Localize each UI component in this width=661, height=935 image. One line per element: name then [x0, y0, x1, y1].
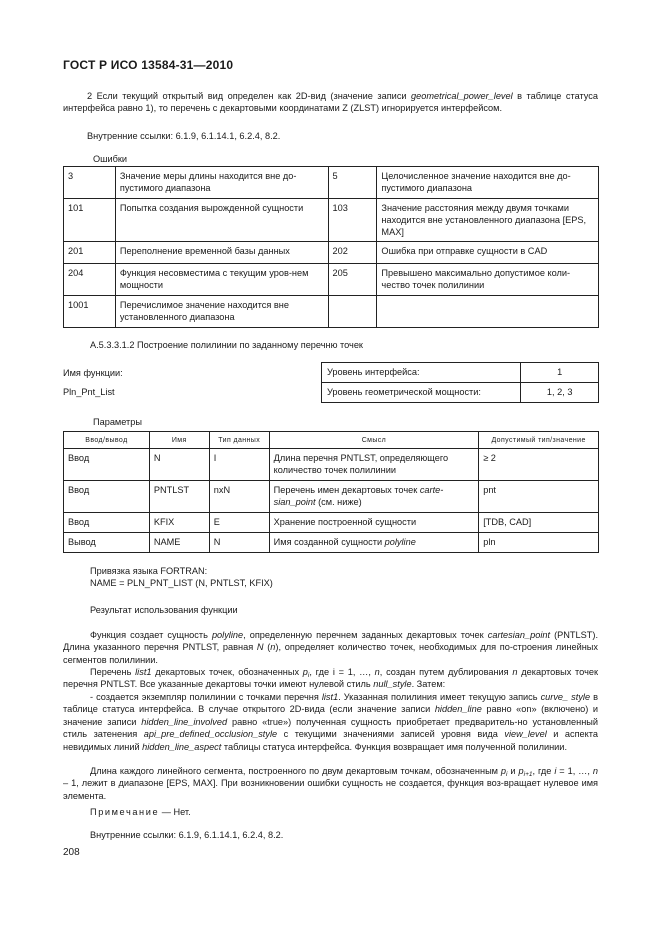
interface-level-value: 1 — [521, 363, 599, 383]
interface-level-label: Уровень интерфейса: — [322, 363, 521, 383]
error-code: 101 — [64, 199, 116, 242]
body-text: , создан путем дублирования — [379, 667, 513, 677]
param-io: Ввод — [64, 449, 150, 481]
body-text: декартовых точек перечня PNTLST. Все указанные декартовы точки имеют нулевой стиль — [63, 667, 598, 690]
param-io: Ввод — [64, 513, 150, 533]
body-paragraph-2 — [63, 666, 598, 691]
geom-power-label: Уровень геометрической мощности: — [322, 383, 521, 403]
param-name: NAME — [149, 533, 209, 553]
body-term: curve_ style — [540, 692, 591, 702]
body-text: ), определяет количество точек, необходимых для по-строения линейных сегментов полилинии. — [63, 642, 598, 665]
error-desc: Значение расстояния между двумя точками находится вне установленного диапазона [EPS, MAX] — [377, 199, 599, 242]
param-allowed: pnt — [479, 481, 599, 513]
body-text: - создается экземпляр полилинии с точками перечня — [90, 692, 322, 702]
table-header-row — [64, 432, 599, 449]
param-meaning-term: polyline — [384, 537, 416, 547]
param-meaning-term: carte-sian_point — [273, 485, 444, 507]
body-term: api_pre_defined_occlusion_style — [143, 729, 278, 740]
table-row — [64, 242, 599, 264]
error-desc: Ошибка при отправке сущности в CAD — [377, 242, 599, 264]
error-desc: Значение меры длины находится вне до-пустимого диапазона — [115, 167, 328, 199]
table-row — [64, 199, 599, 242]
note — [90, 806, 191, 818]
body-text: и — [507, 766, 519, 776]
param-meaning — [269, 533, 479, 553]
body-subscript: i+1 — [523, 771, 533, 778]
body-text: равно «on» (включено) и значение записи — [63, 704, 599, 727]
body-term: n — [374, 667, 380, 677]
error-code: 201 — [64, 242, 116, 264]
param-meaning-text: Имя созданной сущности — [273, 537, 385, 547]
table-row — [64, 533, 599, 553]
body-text: Перечень — [90, 667, 136, 677]
note-2-text-a: 2 Если текущий открытый вид определен как 2D-вид (значение записи — [87, 91, 412, 101]
body-term: p — [518, 766, 524, 776]
body-text: с текущими значениями записей уровня вида — [277, 729, 505, 740]
table-row — [64, 264, 599, 296]
note-2-term: geometrical_power_level — [411, 91, 513, 101]
body-term: view_level — [504, 729, 547, 740]
table-row — [64, 167, 599, 199]
body-text: декартовых точек, обозначенных — [151, 667, 303, 677]
error-code: 5 — [328, 167, 377, 199]
body-text: – 1, лежит в диапазоне [EPS, MAX]. При возникновении ошибки сущность не создается, функция воз-вращает нулевое имя элемента. — [63, 778, 598, 801]
body-text: . Затем: — [411, 679, 446, 690]
body-term: hidden_line_involved — [141, 716, 228, 727]
param-allowed: [TDB, CAD] — [479, 513, 599, 533]
param-io: Ввод — [64, 481, 150, 513]
error-desc: Попытка создания вырожденной сущности — [115, 199, 328, 242]
body-text: = 1, …, — [556, 766, 593, 776]
errors-table — [63, 166, 599, 328]
error-desc: Перечислимое значение находится вне установленного диапазона — [115, 296, 328, 328]
param-meaning-text: (см. ниже) — [315, 497, 362, 507]
body-term: n — [270, 642, 276, 653]
error-desc: Превышено максимально допустимое коли-чество точек полилинии — [377, 264, 599, 296]
geom-power-value: 1, 2, 3 — [521, 383, 599, 403]
param-type: E — [209, 513, 269, 533]
body-text: , определенную перечнем заданных декартовых точек — [243, 630, 488, 640]
params-caption: Параметры — [93, 417, 142, 427]
body-text: Длина каждого линейного сегмента, построенного по двум декартовым точкам, обозначенным — [90, 766, 501, 776]
error-desc: Функция несовместима с текущим уров-нем мощности — [115, 264, 328, 296]
section-heading: А.5.3.3.1.2 Построение полилинии по заданному перечню точек — [90, 340, 363, 350]
error-code — [328, 296, 377, 328]
params-table — [63, 431, 599, 553]
result-heading: Результат использования функции — [90, 605, 238, 615]
function-name-value: Pln_Pnt_List — [63, 387, 115, 397]
error-code: 204 — [64, 264, 116, 296]
body-subscript: i — [307, 672, 310, 679]
param-name: PNTLST — [149, 481, 209, 513]
fortran-label: Привязка языка FORTRAN: — [90, 566, 208, 576]
body-term: hidden_line — [434, 704, 482, 715]
body-term: p — [302, 667, 308, 677]
body-term: hidden_line_aspect — [142, 741, 222, 752]
body-text: равно «true») полученная сущность приобретает предваритель-но установленный стиль затенения — [63, 716, 598, 740]
error-code: 1001 — [64, 296, 116, 328]
param-meaning-text: Перечень имен декартовых точек — [273, 485, 420, 495]
col-header: Тип данных — [209, 432, 269, 449]
col-header: Смысл — [269, 432, 479, 449]
body-term: n — [512, 667, 518, 677]
internal-refs-2: Внутренние ссылки: 6.1.9, 6.1.14.1, 6.2.4, 8.2. — [90, 830, 284, 840]
table-row — [64, 449, 599, 481]
error-code: 205 — [328, 264, 377, 296]
note-label: Примечание — [90, 807, 160, 817]
note-2-text-b: в таблице статуса интерфейса равно 1), то перечень с декартовыми координатами Z (ZLST) игнорируется интерфейсом. — [63, 91, 598, 114]
param-meaning: Длина перечня PNTLST, определяющего количество точек полилинии — [269, 449, 479, 481]
note-text: — Нет. — [159, 807, 191, 817]
body-term: N — [256, 642, 264, 653]
body-text: (PNTLST). Длина указанного перечня PNTLST, равная — [63, 630, 599, 653]
param-io: Вывод — [64, 533, 150, 553]
body-text: Функция создает сущность — [90, 630, 212, 640]
body-text: таблицы статуса интерфейса. Функция возвращает имя полученной полилинии. — [221, 741, 567, 752]
fortran-code: NAME = PLN_PNT_LIST (N, PNTLST, KFIX) — [90, 578, 273, 588]
table-row — [64, 513, 599, 533]
error-code: 3 — [64, 167, 116, 199]
body-term: n — [592, 766, 598, 776]
body-text: . Указанная полилиния имеет текущую запись — [338, 692, 541, 702]
param-type: N — [209, 533, 269, 553]
error-desc: Переполнение временной базы данных — [115, 242, 328, 264]
param-meaning — [269, 481, 479, 513]
internal-refs-1: Внутренние ссылки: 6.1.9, 6.1.14.1, 6.2.4, 8.2. — [87, 131, 281, 141]
body-term: list1 — [321, 692, 339, 702]
body-paragraph-1 — [63, 629, 598, 666]
param-allowed: pln — [479, 533, 599, 553]
page-number: 208 — [63, 847, 80, 858]
col-header: Ввод/вывод — [64, 432, 150, 449]
col-header: Допустимый тип/значение — [479, 432, 599, 449]
body-text: ( — [263, 642, 271, 653]
body-text: , где — [532, 766, 555, 776]
body-term: cartesian_point — [487, 630, 551, 640]
body-paragraph-3 — [63, 691, 598, 753]
param-type: I — [209, 449, 269, 481]
param-name: N — [149, 449, 209, 481]
table-row — [322, 383, 599, 403]
body-term: p — [500, 766, 507, 776]
error-code: 202 — [328, 242, 377, 264]
errors-caption: Ошибки — [93, 154, 128, 164]
error-desc: Целочисленное значение находится вне до-пустимого диапазона — [377, 167, 599, 199]
table-row — [64, 296, 599, 328]
error-desc — [377, 296, 599, 328]
error-code: 103 — [328, 199, 377, 242]
note-2 — [63, 90, 598, 115]
body-text: и аспекта невидимых линий — [63, 729, 598, 752]
body-text: в таблице статуса интерфейса. В случае открытого 2D-вида (если значение записи — [63, 692, 598, 715]
body-term: i — [554, 766, 557, 776]
function-name-label: Имя функции: — [63, 368, 123, 378]
param-allowed: ≥ 2 — [479, 449, 599, 481]
document-header: ГОСТ Р ИСО 13584-31—2010 — [63, 58, 234, 72]
table-row — [322, 363, 599, 383]
body-term: null_style — [373, 679, 412, 690]
param-meaning: Хранение построенной сущности — [269, 513, 479, 533]
body-paragraph-4 — [63, 765, 598, 802]
body-term: polyline — [211, 630, 244, 640]
body-subscript: i — [506, 771, 508, 778]
col-header: Имя — [149, 432, 209, 449]
table-row — [64, 481, 599, 513]
param-name: KFIX — [149, 513, 209, 533]
body-text: , где i = 1, …, — [309, 667, 375, 677]
function-level-table — [321, 362, 599, 403]
body-term: list1 — [135, 667, 152, 677]
param-type: nxN — [209, 481, 269, 513]
